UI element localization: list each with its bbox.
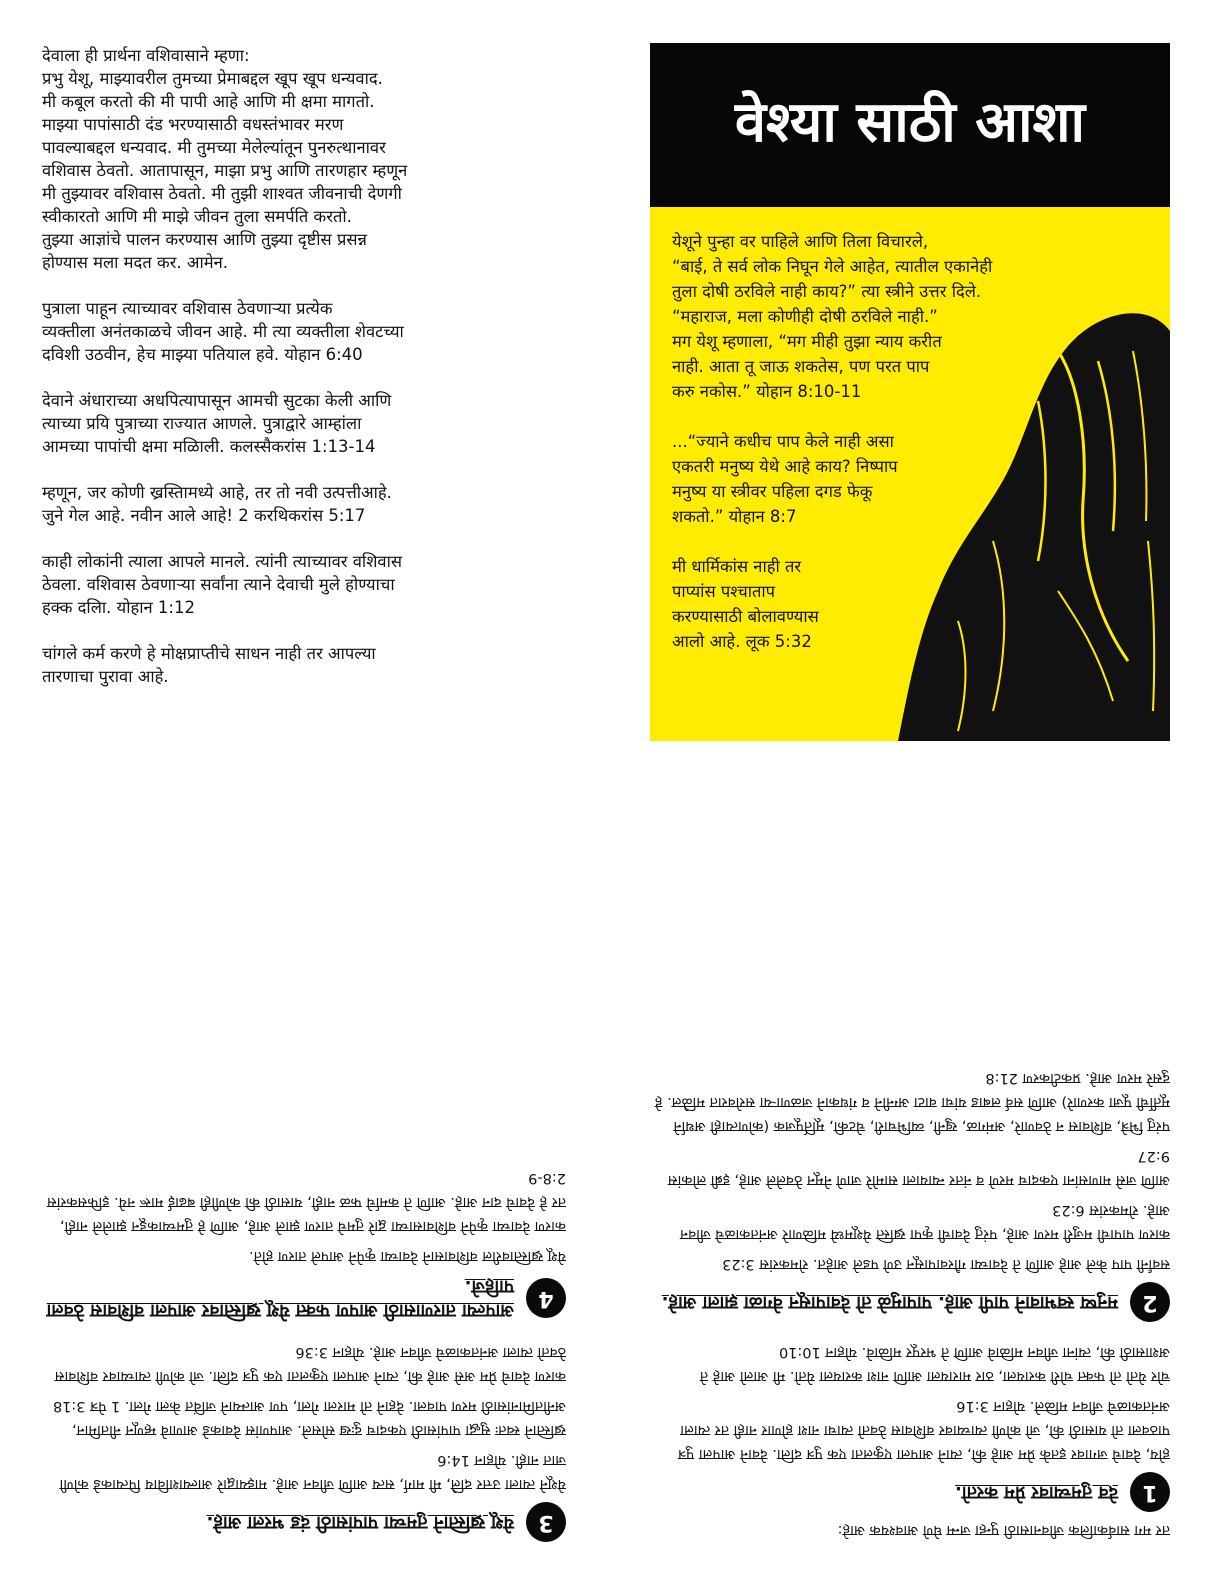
prayer-line: प्रभु येशू, माझ्यावरील तुमच्या प्रेमाबद्दल खूप खूप धन्यवाद. bbox=[42, 69, 383, 88]
prayer-line: ठेवला. वशिवास ठेवणाऱ्या सर्वांना त्याने देवाची मुले होण्याचा bbox=[42, 575, 395, 594]
section-heading: आपल्या तारणासाठी आपण फक्त येशू ख्रस्तिावर आपला वशिवास ठेवला पाहिजे. bbox=[46, 1276, 514, 1321]
prayer-paragraph bbox=[42, 481, 582, 527]
cover-line: करण्यासाठी बोलावण्यास bbox=[672, 607, 819, 626]
prayer-line: जुने गेल आहे. नवीन आले आहे! 2 करथिकरांस 5:17 bbox=[42, 506, 366, 525]
cover-line: “महाराज, मला कोणीही दोषी ठरविले नाही.” bbox=[672, 307, 938, 326]
prayer-paragraph bbox=[42, 389, 582, 458]
prayer-line: माझ्या पापांसाठी दंड भरण्यासाठी वधस्तंभावर मरण bbox=[42, 115, 344, 134]
cover-line: मी धार्मिकांस नाही तर bbox=[672, 557, 802, 576]
bottom-left-sections bbox=[42, 1166, 566, 1542]
prayer-paragraph bbox=[42, 44, 582, 274]
prayer-line: त्याच्या प्रयि पुत्राच्या राज्यात आणले. पुत्राद्वारे आम्हांला bbox=[42, 414, 362, 433]
section-2 bbox=[650, 1066, 1170, 1322]
cover-line: मनुष्य या स्त्रीवर पहिला दगड फेकू bbox=[672, 482, 873, 501]
cover-line: येशूने पुन्हा वर पाहिले आणि तिला विचारले, bbox=[672, 232, 929, 251]
cover-line: मग येशू म्हणाला, “मग मीही तुझा न्याय करीत bbox=[672, 332, 942, 351]
section-4 bbox=[42, 1166, 566, 1322]
prayer-line: तारणाचा पुरावा आहे. bbox=[42, 667, 169, 686]
cover-paragraph bbox=[672, 229, 1092, 404]
prayer-line: दविशी उठवीन, हेच माझ्या पतियाल हवे. योहान 6:40 bbox=[42, 345, 363, 364]
prayer-paragraph bbox=[42, 550, 582, 619]
cover-title-bar bbox=[650, 43, 1170, 207]
cover-title: वेश्या साठी आशा bbox=[734, 90, 1086, 155]
section-heading: मनुष्य स्वभावाने पापी आहे. पापामुळे तो देवापासून वेगळा झाला आहे. bbox=[661, 1292, 1118, 1313]
prayer-line: देवाला ही प्रार्थना वशिवासाने म्हणा: bbox=[42, 46, 250, 65]
cover-scripture-text bbox=[672, 229, 1092, 679]
prayer-line: देवाने अंधाराच्या अधपित्यापासून आमची सुटका केली आणि bbox=[42, 391, 392, 410]
section-paragraph: चोर येतो तो फक्त चोरी करायला, ठार मारायला आणि नाश करायला येतो. मी आलो आहे ते अशासाठी की, त्यांना जीवन मळिावे आणि ते भरपूर मळिावे. योहान 10:10 bbox=[699, 1344, 1170, 1384]
rebirth-intro: तर मग सार्वकालिक जीवनासाठी पुन्हा जन्म घेणे आवश्यक आहे: bbox=[837, 1522, 1170, 1538]
section-paragraph: आणि जसे माणसांना एकदाच मरणे व नंतर न्यायाला सामोरे जाणे नेमून ठेवलेले आहे, इब्री लोकांस 9:27 bbox=[667, 1148, 1170, 1188]
cover-line: नाही. आता तू जाऊ शकतेस, पण परत पाप bbox=[672, 357, 930, 376]
section-paragraph: कारण देवाचे प्रेम असे आहे की, त्याने आपला एकुलता एक पुत्र दलिा. जो कोणी त्याच्यावर वशिवास ठेवतो त्याला अनंतकाळचे जीवन आहे. योहान 3:36 bbox=[54, 1344, 566, 1384]
section-heading: देव तुमच्यावर प्रेम करतो. bbox=[955, 1482, 1118, 1503]
section-paragraph: कारण पापाची मजुरी मरण आहे, परंतु देवाची कृपा ख्रस्ति येशूमध्ये मळिणारे अनंतकाळचे जीवन आहे. रोमकरांस 6:23 bbox=[679, 1202, 1170, 1242]
section-number-badge: 1 bbox=[1130, 1472, 1170, 1512]
prayer-panel bbox=[42, 44, 582, 711]
section-heading-row bbox=[42, 1502, 566, 1542]
prayer-paragraph bbox=[42, 297, 582, 366]
cover-line: शकतो.” योहान 8:7 bbox=[672, 507, 797, 526]
prayer-line: मी तुझ्यावर वशिवास ठेवतो. मी तुझी शाश्वत जीवनाची देणगी bbox=[42, 184, 402, 203]
prayer-line: चांगले कर्म करणे हे मोक्षप्राप्तीचे साधन नाही तर आपल्या bbox=[42, 644, 376, 663]
section-paragraph: कारण देवाच्या कृपेने वशिवासाच्या द्वारे तुमचे तारण झाले आहे, आणि हे तुमच्याकडून झालेले नाही, तर हे देवाचे दान आहे. आणि ते कर्माचे फळ नाही, यासाठी की कोणीही बढाई मारू नये. इफिसकरांस 2:8-9 bbox=[46, 1170, 566, 1234]
bottom-left-panel bbox=[42, 842, 566, 1542]
section-paragraph: होय, देवाचे जगावर इतके प्रेम आहे की, त्याने आपला एकुलता एक पुत्र दलिा. देवाने आपला पुत्र पाठवला तो यासाठी की, जो कोणी त्याच्यावर वशिवास ठेवतो त्याचा नाश होणार नाही तर त्याला अनंतकाळचे जीवन मळिले. योहान 3:16 bbox=[677, 1398, 1170, 1462]
bottom-right-panel bbox=[650, 842, 1170, 1542]
section-heading-row bbox=[650, 1282, 1170, 1322]
prayer-paragraph bbox=[42, 642, 582, 688]
cover-panel bbox=[650, 43, 1170, 741]
prayer-line: वशिवास ठेवतो. आतापासून, माझा प्रभु आणि तारणहार म्हणून bbox=[42, 161, 408, 180]
prayer-line: होण्यास मला मदत कर. आमेन. bbox=[42, 253, 229, 272]
section-1 bbox=[650, 1340, 1170, 1512]
bottom-right-sections bbox=[650, 1066, 1170, 1512]
section-paragraph: येशूने त्याला उत्तर दलिे, मी मार्ग, सत्य आणि जीवन आहे. माझ्याद्वारे आल्याशविाय पित्याकडे कोणी जात नाही. योहान 14:6 bbox=[59, 1452, 566, 1492]
cover-line: एकतरी मनुष्य येथे आहे काय? निष्पाप bbox=[672, 457, 898, 476]
cover-line: ...“ज्याने कधीच पाप केले नाही असा bbox=[672, 432, 894, 451]
section-heading-row bbox=[650, 1472, 1170, 1512]
cover-paragraph bbox=[672, 554, 1092, 654]
section-paragraph: परंतु भित्रे, वशिवास न ठेवणारे, अमंगळ, खुनी, व्यभिचारी, चेटकी, मूर्तिपूजक (कोणत्याही अर्थाने मूर्तीची पूजा करणारे) आणि सर्व लबाड यांचा वाटा अग्नीने व गंधकाने जळणाऱ्या सरोवरात मळिेल. हे दुसरे मरण आहे. प्रकटीकरण 21:8 bbox=[654, 1070, 1170, 1134]
prayer-line: मी कबूल करतो की मी पापी आहे आणि मी क्षमा मागतो. bbox=[42, 92, 375, 111]
section-heading-row bbox=[42, 1274, 566, 1322]
cover-line: करु नकोस.” योहान 8:10-11 bbox=[672, 382, 862, 401]
prayer-line: आमच्या पापांची क्षमा मळिाली. कलस्सैकरांस 1:13-14 bbox=[42, 437, 376, 456]
section-number-badge: 3 bbox=[526, 1502, 566, 1542]
cover-paragraph bbox=[672, 429, 1092, 529]
prayer-line: हक्क दलिा. योहान 1:12 bbox=[42, 598, 195, 617]
section-number-badge: 2 bbox=[1130, 1282, 1170, 1322]
prayer-line: म्हणून, जर कोणी ख्रस्तिामध्ये आहे, तर तो नवी उत्पत्तीआहे. bbox=[42, 483, 392, 502]
section-heading: येशू ख्रस्तिाने तुमच्या पापांसाठी दंड भरला आहे. bbox=[206, 1512, 514, 1533]
prayer-line: स्वीकारतो आणि मी माझे जीवन तुला समर्पति करतो. bbox=[42, 207, 352, 226]
prayer-line: व्यक्तीला अनंतकाळचे जीवन आहे. मी त्या व्यक्तीला शेवटच्या bbox=[42, 322, 404, 341]
cover-line: आलो आहे. लूक 5:32 bbox=[672, 632, 812, 651]
prayer-line: काही लोकांनी त्याला आपले मानले. त्यांनी त्याच्यावर वशिवास bbox=[42, 552, 403, 571]
cover-line: तुला दोषी ठरविले नाही काय?” त्या स्त्रीने उत्तर दिले. bbox=[672, 282, 982, 301]
section-paragraph: येशू ख्रस्तिावरील वशिवासाने देवाच्या कृपेने आपले तारण होते. bbox=[249, 1248, 566, 1264]
prayer-line: पावल्याबद्दल धन्यवाद. मी तुमच्या मेलेल्यांतून पुनरुत्थानावर bbox=[42, 138, 386, 157]
prayer-line: तुझ्या आज्ञांचे पालन करण्यास आणि तुझ्या दृष्टीस प्रसन्न bbox=[42, 230, 367, 249]
cover-line: “बाई, ते सर्व लोक निघून गेले आहेत, त्यातील एकानेही bbox=[672, 257, 993, 276]
section-number-badge: 4 bbox=[526, 1278, 566, 1318]
section-3 bbox=[42, 1340, 566, 1542]
cover-line: पाप्यांस पश्चाताप bbox=[672, 582, 776, 601]
section-paragraph: ख्रस्तिाने स्वतः सुद्धा पापांसाठी एकदाच दुःख सोसले. आपणांस देवाकडे आणावे म्हणून नीतमिान, अनीतमिानांसाठी मरण पावला. देहाने तो मारला गेला, पण आत्म्याने जविंत केला गेला. 1 पेत्र 3:18 bbox=[52, 1398, 566, 1438]
prayer-line: पुत्राला पाहून त्याच्यावर वशिवास ठेवणाऱ्या प्रत्येक bbox=[42, 299, 333, 318]
section-paragraph: सर्वांनी पाप केले आहे आणि ते देवाच्या गौरवापासून उणे पडले आहेत. रोमकरांस 3:23 bbox=[722, 1256, 1170, 1272]
